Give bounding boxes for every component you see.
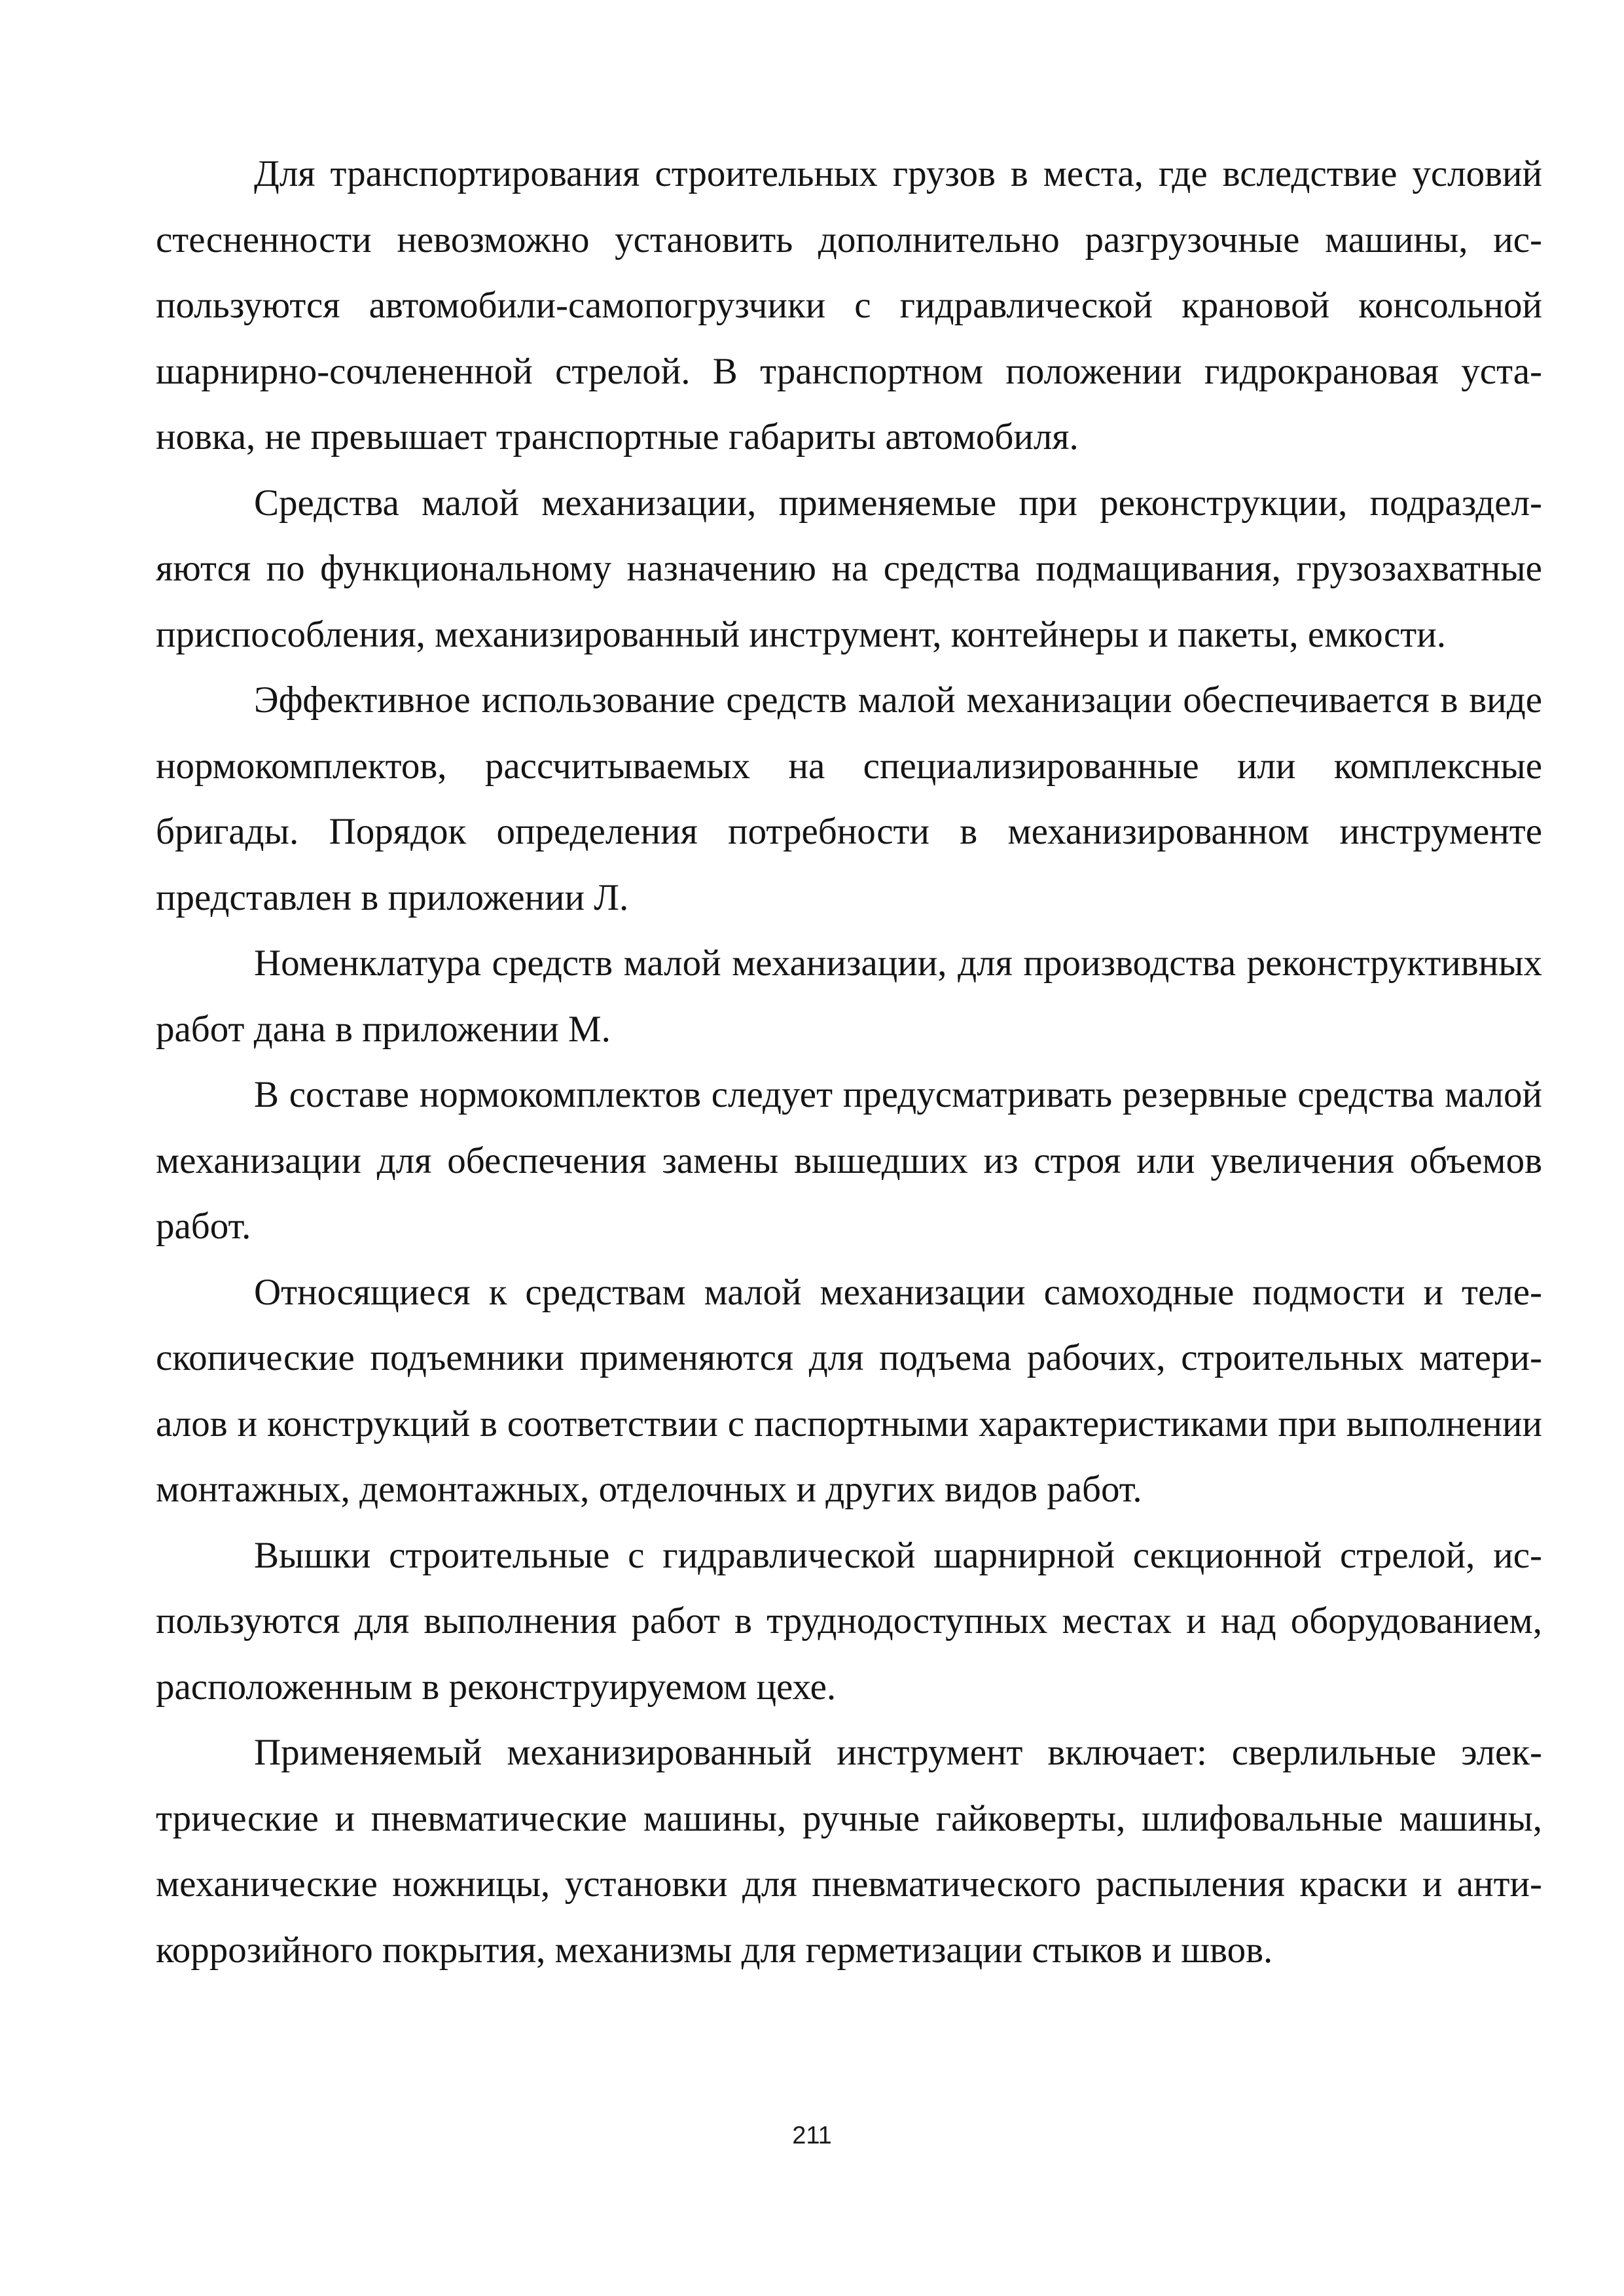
paragraph-truck-cranes: Для транспортирования строительных грузов в места, где вследствие условий стесненности невозможно установить дополнительно разгрузочные машины, используются автомобили-самопогрузчики с гидравлической крановой консольной шарнирно-сочлененной стрелой. В транспортном положении гидрокрановая установка, не превышает транспортные габариты автомобиля.	[156, 153, 1542, 457]
paragraph-mechanized-tools: Применяемый механизированный инструмент включает: сверлильные электрические и пневматические машины, ручные гайковерты, шлифовальные машины, механические ножницы, установки для пневматического распыления краски и антикоррозийного покрытия, механизмы для герметизации стыков и швов.	[156, 1732, 1542, 1971]
paragraph-construction-towers: Вышки строительные с гидравлической шарнирной секционной стрелой, используются для выполнения работ в труднодоступных местах и над оборудованием, расположенным в реконструируемом цехе.	[156, 1534, 1542, 1708]
paragraph-self-propelled-scaffolds: Относящиеся к средствам малой механизации самоходные подмости и телескопические подъемники применяются для подъема рабочих, строительных материалов и конструкций в соответствии с паспортными характеристиками при выполнении монтажных, демонтажных, отделочных и других видов работ.	[156, 1271, 1542, 1510]
paragraph-norm-sets: Эффективное использование средств малой механизации обеспечивается в виде нормокомплектов, рассчитываемых на специализированные или комплексные бригады. Порядок определения потребности в механизированном инструменте представлен в приложении Л.	[156, 679, 1542, 918]
page-body	[156, 141, 1542, 1983]
paragraph-small-mechanization-types: Средства малой механизации, применяемые при реконструкции, подразделяются по функциональному назначению на средства подмащивания, грузозахватные приспособления, механизированный инструмент, контейнеры и пакеты, емкости.	[156, 482, 1542, 655]
paragraph-nomenclature: Номенклатура средств малой механизации, для производства реконструктивных работ дана в приложении М.	[156, 942, 1542, 1050]
page-number: 211	[792, 2122, 832, 2149]
paragraph-reserve-means: В составе нормокомплектов следует предусматривать резервные средства малой механизации для обеспечения замены вышедших из строя или увеличения объемов работ.	[156, 1074, 1542, 1247]
